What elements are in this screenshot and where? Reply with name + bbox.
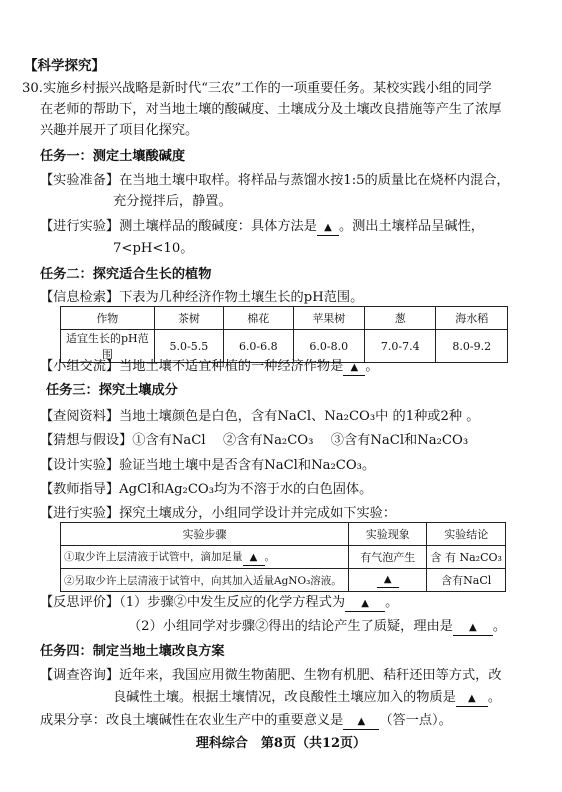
- eval2-text: （2）小组同学对步骤②得出的结论产生了质疑，理由是: [128, 619, 453, 634]
- triangle-icon: ▲: [361, 598, 369, 609]
- eval1-text: 【反思评价】（1）步骤②中发生反应的化学方程式为: [40, 595, 346, 610]
- answer-blank-2[interactable]: [343, 360, 365, 376]
- table-header: 苹果树: [293, 307, 364, 330]
- ph-range-table: [60, 306, 508, 363]
- answer-blank-7[interactable]: [456, 691, 488, 707]
- table-cell: 7.0-7.4: [365, 330, 436, 363]
- table-cell: [61, 546, 349, 569]
- task3-design: 【设计实验】验证当地土壤中是否含有NaCl和Na₂CO₃。: [40, 458, 376, 473]
- task3-ref: 【查阅资料】当地土壤颜色是白色，含有NaCl、Na₂CO₃中 的1种或2种 。: [40, 409, 480, 424]
- table-header: 作物: [61, 307, 155, 330]
- task1-exp-line-2: 7<pH<10。: [113, 241, 194, 256]
- answer-blank-6[interactable]: [453, 620, 493, 636]
- experiment-table: [60, 522, 506, 592]
- page-footer: 理科综合 第8页（共12页）: [195, 736, 367, 751]
- table-header: 实验现象: [349, 523, 427, 546]
- share-text: 成果分享：改良土壤碱性在农业生产中的重要意义是: [40, 713, 344, 728]
- task3-title: 任务三：探究土壤成分: [46, 383, 178, 398]
- task2-info: 【信息检索】下表为几种经济作物土壤生长的pH范围。: [40, 290, 364, 305]
- table-cell: 6.0-8.0: [293, 330, 364, 363]
- triangle-icon: ▲: [249, 551, 258, 563]
- table-header: 海水稻: [436, 307, 508, 330]
- table-row: [61, 307, 508, 330]
- section-title: 【科学探究】: [24, 58, 105, 74]
- task1-exp-line-1: [40, 218, 484, 236]
- task2-talk: [40, 358, 379, 376]
- question-intro-line-3: 兴趣并展开了项目化探究。: [40, 123, 199, 138]
- task4-share: [40, 712, 452, 730]
- answer-blank-8[interactable]: [343, 714, 379, 730]
- task1-prep-line-1: 【实验准备】在当地土壤中取样。将样品与蒸馏水按1:5的质量比在烧杯内混合，: [40, 173, 510, 188]
- table-header: 棉花: [224, 307, 293, 330]
- triangle-icon: ▲: [469, 622, 477, 633]
- task4-survey-line-2: [113, 689, 501, 707]
- question-intro-line-1: 30.实施乡村振兴战略是新时代“三农”工作的一项重要任务。某校实践小组的同学: [22, 81, 492, 96]
- table-header: 实验步骤: [61, 523, 349, 546]
- table-cell: 5.0-5.5: [154, 330, 223, 363]
- answer-blank-1[interactable]: [317, 220, 339, 236]
- task3-eval-1: [40, 594, 398, 612]
- task4-title: 任务四：制定当地土壤改良方案: [40, 644, 225, 659]
- triangle-icon: ▲: [383, 574, 392, 585]
- table-row: [61, 569, 506, 592]
- task2-title: 任务二：探究适合生长的植物: [40, 267, 212, 282]
- table-cell: 有气泡产生: [349, 546, 427, 569]
- table-row: [61, 523, 506, 546]
- table-cell: 含有NaCl: [427, 569, 506, 592]
- step-text: ①取少许上层清液于试管中，滴加足量: [64, 550, 243, 563]
- task1-exp-text: 【进行实验】测土壤样品的酸碱度：具体方法是: [40, 219, 317, 234]
- step-text-end: 。: [264, 550, 275, 563]
- table-cell: 含 有 Na₂CO₃: [427, 546, 506, 569]
- triangle-icon: ▲: [468, 693, 476, 704]
- eval2-text-end: 。: [492, 619, 507, 634]
- table-header: 茶树: [154, 307, 223, 330]
- survey-text-end: 。: [487, 690, 502, 705]
- table-row: [61, 546, 506, 569]
- task3-eval-2: [128, 618, 506, 636]
- task1-prep-line-2: 充分搅拌后，静置。: [113, 194, 232, 209]
- answer-blank-4[interactable]: [377, 572, 399, 588]
- task2-talk-text: 【小组交流】当地土壤不适宜种植的一种经济作物是: [40, 359, 344, 374]
- table-cell: [349, 569, 427, 592]
- task4-survey-line-1: 【调查咨询】近年来，我国应用微生物菌肥、生物有机肥、秸秆还田等方式，改: [40, 668, 502, 683]
- task1-exp-text-end: 。测出土壤样品呈碱性，: [338, 219, 484, 234]
- table-cell: 8.0-9.2: [436, 330, 508, 363]
- table-header: 葱: [365, 307, 436, 330]
- eval1-text-end: 。: [385, 595, 399, 610]
- share-text-end: （答一点）。: [379, 713, 452, 728]
- table-header: 实验结论: [427, 523, 506, 546]
- question-intro-line-2: 在老师的帮助下，对当地土壤的酸碱度、土壤成分及土壤改良措施等产生了浓厚: [40, 102, 502, 117]
- task3-exp: 【进行实验】探究土壤成分，小组同学设计并完成如下实验：: [40, 506, 397, 521]
- answer-blank-5[interactable]: [345, 596, 385, 612]
- task3-teacher: 【教师指导】AgCl和Ag₂CO₃均为不溶于水的白色固体。: [40, 482, 373, 497]
- triangle-icon: ▲: [324, 222, 332, 233]
- answer-blank-3[interactable]: [243, 550, 265, 566]
- task2-talk-text-end: 。: [365, 359, 379, 374]
- triangle-icon: ▲: [357, 716, 366, 727]
- task1-title: 任务一：测定土壤酸碱度: [40, 149, 186, 164]
- table-cell: 适宜生长的pH范围: [61, 330, 155, 363]
- task3-hypothesis: 【猜想与假设】①含有NaCl ②含有Na₂CO₃ ③含有NaCl和Na₂CO₃: [40, 433, 469, 448]
- table-cell: ②另取少许上层清液于试管中，向其加入适量AgNO₃溶液。: [61, 569, 349, 592]
- triangle-icon: ▲: [350, 362, 359, 373]
- survey-text: 良碱性土壤。根据土壤情况，改良酸性土壤应加入的物质是: [113, 690, 456, 705]
- table-cell: 6.0-6.8: [224, 330, 293, 363]
